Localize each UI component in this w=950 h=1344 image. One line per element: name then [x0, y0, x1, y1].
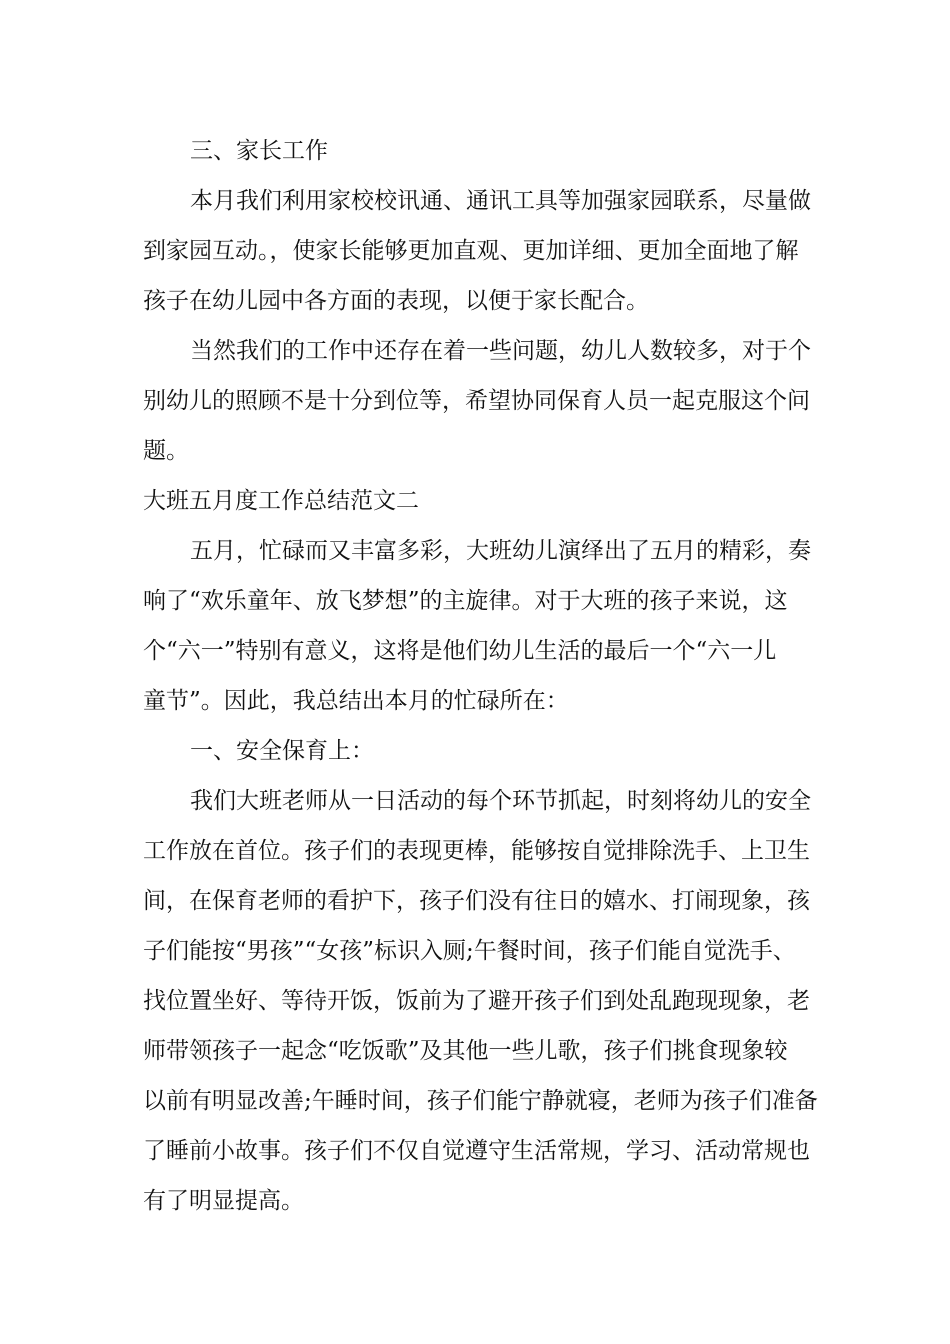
- paragraph-line: 师带领孩子一起念“吃饭歌”及其他一些儿歌，孩子们挑食现象较: [143, 1038, 788, 1064]
- paragraph-line: 响了“欢乐童年、放飞梦想”的主旋律。对于大班的孩子来说，这: [143, 588, 788, 614]
- paragraph-line: 本月我们利用家校校讯通、通讯工具等加强家园联系，尽量做: [190, 188, 811, 214]
- paragraph-line: 工作放在首位。孩子们的表现更棒，能够按自觉排除洗手、上卫生: [143, 838, 810, 864]
- paragraph-line: 子们能按“男孩”“女孩”标识入厕;午餐时间，孩子们能自觉洗手、: [143, 938, 796, 964]
- paragraph-line: 个“六一”特别有意义，这将是他们幼儿生活的最后一个“六一儿: [143, 638, 777, 664]
- paragraph-line: 有了明显提高。: [143, 1188, 304, 1214]
- paragraph-line: 童节”。因此，我总结出本月的忙碌所在：: [143, 688, 569, 714]
- paragraph-line: 以前有明显改善;午睡时间，孩子们能宁静就寝，老师为孩子们准备: [143, 1088, 818, 1114]
- section-heading-parent-work: 三、家长工作: [190, 138, 328, 164]
- paragraph-line: 五月，忙碌而又丰富多彩，大班幼儿演绎出了五月的精彩，奏: [190, 538, 811, 564]
- paragraph-line: 了睡前小故事。孩子们不仅自觉遵守生活常规，学习、活动常规也: [143, 1138, 810, 1164]
- paragraph-line: 到家园互动。，使家长能够更加直观、更加详细、更加全面地了解: [143, 238, 799, 264]
- section-heading-safety-care: 一、安全保育上：: [190, 738, 374, 764]
- paragraph-line: 当然我们的工作中还存在着一些问题，幼儿人数较多，对于个: [190, 338, 811, 364]
- paragraph-line: 我们大班老师从一日活动的每个环节抓起，时刻将幼儿的安全: [190, 788, 811, 814]
- paragraph-line: 间，在保育老师的看护下，孩子们没有往日的嬉水、打闹现象，孩: [143, 888, 810, 914]
- article-title: 大班五月度工作总结范文二: [143, 488, 419, 514]
- paragraph-line: 孩子在幼儿园中各方面的表现，以便于家长配合。: [143, 288, 649, 314]
- paragraph-line: 找位置坐好、等待开饭，饭前为了避开孩子们到处乱跑现现象，老: [143, 988, 810, 1014]
- paragraph-line: 别幼儿的照顾不是十分到位等，希望协同保育人员一起克服这个问: [143, 388, 810, 414]
- paragraph-line: 题。: [143, 438, 189, 464]
